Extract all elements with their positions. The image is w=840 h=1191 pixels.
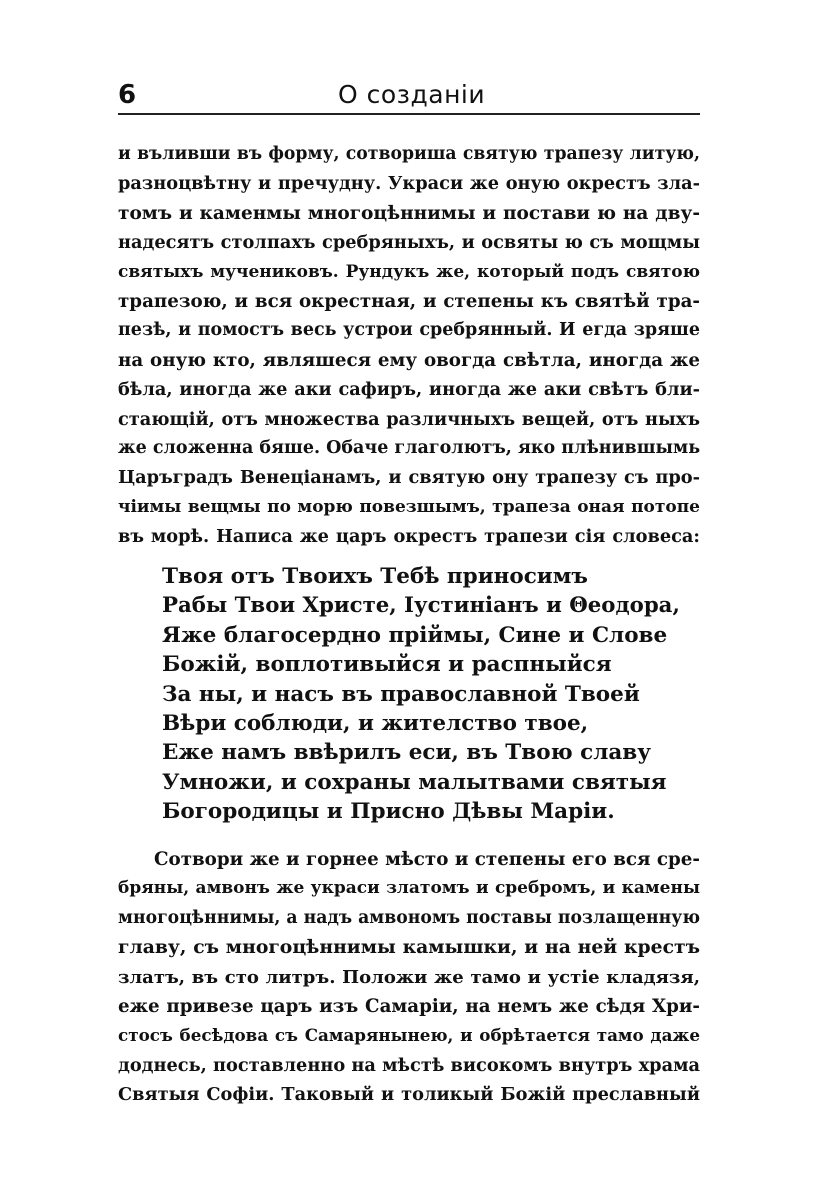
page-header [118,80,700,116]
text-line: стосъ бесѣдова съ Самарянынею, и обрѣтается тамо даже [118,1025,700,1046]
verse-line: Яже благосердно пріймы, Сине и Слове [162,622,668,648]
verse-line: Рабы Твои Христе, Іустиніанъ и Θеодора, [162,593,680,619]
text-line: трапезою, и вся окрестная, и степены къ святѣй тра- [118,290,700,312]
verse-line: Умножи, и сохраны малытвами святыя [162,769,667,795]
text-line: разноцвѣтну и пречудну. Украси же оную окрестъ зла- [118,173,700,195]
text-line: же сложенна бяше. Обаче глаголютъ, яко плѣнившымь [118,437,701,458]
paragraph-2 [118,845,700,1110]
verse-line: Вѣри соблюди, и жителство твое, [162,710,589,736]
text-line: бряны, амвонъ же украси златомъ и сребромъ, и камены [118,878,700,899]
text-line: Святыя Софіи. Таковый и толикый Божій преславный [118,1084,700,1106]
text-line: доднесь, поставленно на мѣстѣ високомъ внутръ храма [118,1054,700,1076]
text-line: чіимы вещмы по морю повезшымъ, трапеза оная потопе [118,496,700,517]
paragraph-1 [118,140,700,551]
inscription-verse [162,562,682,827]
text-line: еже привезе царъ изъ Самаріи, на немъ же сѣдя Хри- [118,995,700,1017]
verse-line: Еже намъ ввѣрилъ еси, въ Твою славу [162,740,651,766]
text-line: Царъградъ Венеціанамъ, и святую ону трапезу съ про- [118,467,700,489]
text-line: на оную кто, являшеся ему овогда свѣтла, иногда же [118,349,700,371]
text-line: святыхъ мучениковъ. Рундукъ же, который подъ святою [118,261,700,282]
text-line: бѣла, иногда же аки сафиръ, иногда же аки свѣтъ бли- [118,379,700,401]
header-rule [118,113,700,115]
text-line: стающій, отъ множества различныхъ вещей, отъ ныхъ [118,408,700,430]
text-line: главу, съ многоцѣннимы камышки, и на ней крестъ [118,936,700,959]
text-line: томъ и каменмы многоцѣннимы и постави ю на дву- [118,202,700,224]
text-line: Сотвори же и горнее мѣсто и степены его вся сре- [154,849,700,870]
text-line: надесятъ столпахъ сребряныхъ, и освяты ю съ мощмы [118,232,700,254]
page-number: 6 [118,80,137,110]
text-line: златъ, въ сто литръ. Положи же тамо и устіе кладязя, [118,966,700,988]
text-line: пезѣ, и помостъ весь устрои сребрянный. И егда зряше [118,320,700,341]
text-line: въ морѣ. Написа же царъ окрестъ трапези сія словеса: [118,526,700,548]
verse-line: Божій, воплотивыйся и распныйся [162,652,612,678]
text-line: многоцѣннимы, а надъ амвономъ поставы позлащенную [118,907,701,928]
text-line: и въливши въ форму, сотвориша святую трапезу литую, [118,144,700,164]
verse-line: Твоя отъ Твоихъ Тебѣ приносимъ [162,564,588,589]
verse-line: Богородицы и Присно Дѣвы Маріи. [162,799,615,825]
running-title: О созданіи [338,80,486,109]
verse-line: За ны, и насъ въ православной Твоей [162,681,640,707]
